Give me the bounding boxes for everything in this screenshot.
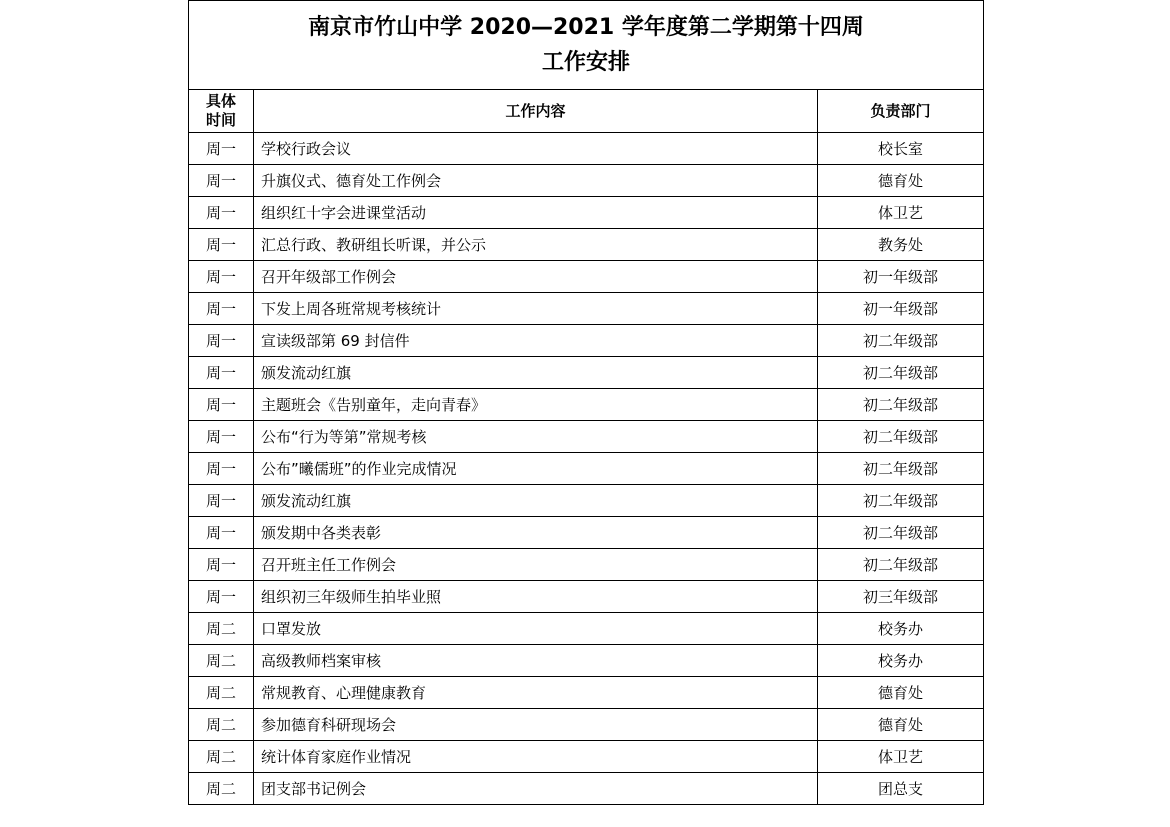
row-dept: 初二年级部 bbox=[818, 485, 984, 517]
table-row bbox=[189, 549, 984, 581]
row-content: 召开年级部工作例会 bbox=[254, 261, 818, 293]
table-row bbox=[189, 325, 984, 357]
row-content: 组织红十字会进课堂活动 bbox=[254, 197, 818, 229]
table-row bbox=[189, 165, 984, 197]
row-time: 周一 bbox=[189, 485, 254, 517]
row-time: 周一 bbox=[189, 421, 254, 453]
row-dept: 德育处 bbox=[818, 165, 984, 197]
row-dept: 初二年级部 bbox=[818, 389, 984, 421]
row-content: 参加德育科研现场会 bbox=[254, 709, 818, 741]
row-time: 周一 bbox=[189, 229, 254, 261]
table-row bbox=[189, 485, 984, 517]
table-row bbox=[189, 581, 984, 613]
row-content: 汇总行政、教研组长听课，并公示 bbox=[254, 229, 818, 261]
table-row bbox=[189, 261, 984, 293]
header-content: 工作内容 bbox=[254, 90, 818, 133]
row-dept: 校务办 bbox=[818, 613, 984, 645]
row-time: 周一 bbox=[189, 133, 254, 165]
table-row bbox=[189, 613, 984, 645]
table-row bbox=[189, 517, 984, 549]
row-time: 周二 bbox=[189, 773, 254, 805]
row-dept: 初二年级部 bbox=[818, 549, 984, 581]
row-time: 周二 bbox=[189, 677, 254, 709]
table-row bbox=[189, 421, 984, 453]
row-dept: 德育处 bbox=[818, 709, 984, 741]
table-row bbox=[189, 677, 984, 709]
row-content: 常规教育、心理健康教育 bbox=[254, 677, 818, 709]
schedule-sheet bbox=[188, 0, 983, 805]
row-dept: 团总支 bbox=[818, 773, 984, 805]
row-content: 团支部书记例会 bbox=[254, 773, 818, 805]
row-time: 周二 bbox=[189, 741, 254, 773]
row-content: 学校行政会议 bbox=[254, 133, 818, 165]
row-content: 组织初三年级师生拍毕业照 bbox=[254, 581, 818, 613]
row-dept: 校长室 bbox=[818, 133, 984, 165]
table-row bbox=[189, 741, 984, 773]
row-dept: 初二年级部 bbox=[818, 325, 984, 357]
row-time: 周一 bbox=[189, 197, 254, 229]
table-row bbox=[189, 389, 984, 421]
row-dept: 初一年级部 bbox=[818, 293, 984, 325]
row-time: 周二 bbox=[189, 613, 254, 645]
row-content: 召开班主任工作例会 bbox=[254, 549, 818, 581]
row-content: 宣读级部第 69 封信件 bbox=[254, 325, 818, 357]
row-time: 周一 bbox=[189, 293, 254, 325]
table-row bbox=[189, 357, 984, 389]
row-time: 周一 bbox=[189, 453, 254, 485]
row-time: 周一 bbox=[189, 165, 254, 197]
row-time: 周一 bbox=[189, 549, 254, 581]
row-time: 周一 bbox=[189, 389, 254, 421]
title-line-2: 工作安排 bbox=[541, 50, 630, 75]
row-dept: 初三年级部 bbox=[818, 581, 984, 613]
table-row bbox=[189, 709, 984, 741]
title-line-1: 南京市竹山中学 2020—2021 学年度第二学期第十四周 bbox=[308, 15, 864, 40]
table-row bbox=[189, 133, 984, 165]
row-dept: 教务处 bbox=[818, 229, 984, 261]
table-row bbox=[189, 293, 984, 325]
row-time: 周二 bbox=[189, 645, 254, 677]
row-dept: 体卫艺 bbox=[818, 197, 984, 229]
row-dept: 体卫艺 bbox=[818, 741, 984, 773]
row-dept: 校务办 bbox=[818, 645, 984, 677]
title-row bbox=[189, 1, 984, 90]
row-content: 颁发流动红旗 bbox=[254, 357, 818, 389]
row-content: 下发上周各班常规考核统计 bbox=[254, 293, 818, 325]
row-time: 周一 bbox=[189, 357, 254, 389]
row-content: 统计体育家庭作业情况 bbox=[254, 741, 818, 773]
document-title bbox=[189, 1, 984, 90]
row-dept: 德育处 bbox=[818, 677, 984, 709]
schedule-table bbox=[188, 0, 984, 805]
table-row bbox=[189, 229, 984, 261]
table-row bbox=[189, 453, 984, 485]
table-row bbox=[189, 773, 984, 805]
row-time: 周一 bbox=[189, 325, 254, 357]
table-row bbox=[189, 645, 984, 677]
row-dept: 初一年级部 bbox=[818, 261, 984, 293]
row-time: 周一 bbox=[189, 517, 254, 549]
row-content: 主题班会《告别童年，走向青春》 bbox=[254, 389, 818, 421]
row-content: 升旗仪式、德育处工作例会 bbox=[254, 165, 818, 197]
row-time: 周二 bbox=[189, 709, 254, 741]
table-row bbox=[189, 197, 984, 229]
row-content: 公布“行为等第”常规考核 bbox=[254, 421, 818, 453]
header-time-line-2: 时间 bbox=[205, 111, 236, 129]
row-content: 公布”曦儒班”的作业完成情况 bbox=[254, 453, 818, 485]
row-content: 颁发流动红旗 bbox=[254, 485, 818, 517]
row-dept: 初二年级部 bbox=[818, 453, 984, 485]
row-time: 周一 bbox=[189, 581, 254, 613]
header-time-line-1: 具体 bbox=[205, 92, 236, 110]
row-dept: 初二年级部 bbox=[818, 357, 984, 389]
row-dept: 初二年级部 bbox=[818, 421, 984, 453]
row-content: 口罩发放 bbox=[254, 613, 818, 645]
header-dept: 负责部门 bbox=[818, 90, 984, 133]
row-content: 颁发期中各类表彰 bbox=[254, 517, 818, 549]
row-content: 高级教师档案审核 bbox=[254, 645, 818, 677]
row-dept: 初二年级部 bbox=[818, 517, 984, 549]
row-time: 周一 bbox=[189, 261, 254, 293]
header-row bbox=[189, 90, 984, 133]
header-time bbox=[189, 90, 254, 133]
